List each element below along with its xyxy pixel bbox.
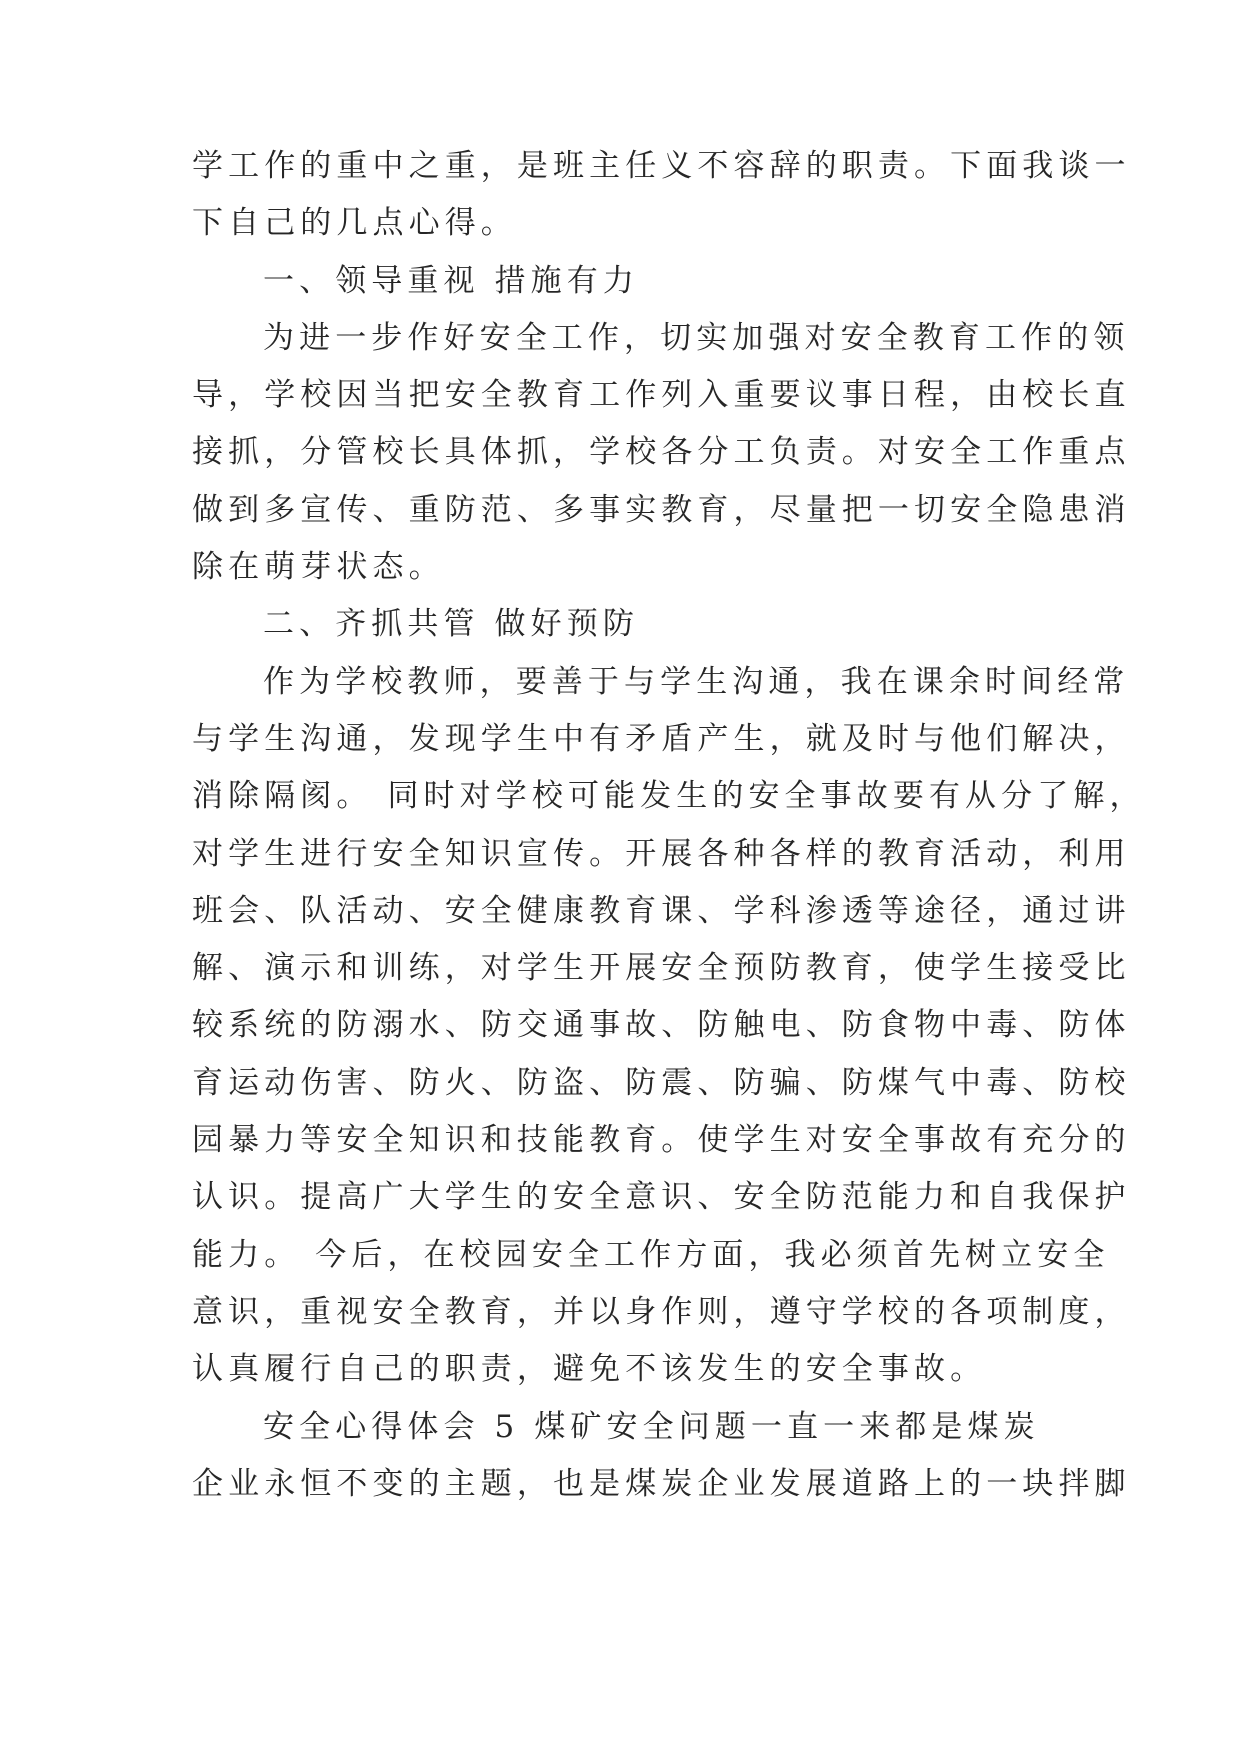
text-line: 企业永恒不变的主题，也是煤炭企业发展道路上的一块拌脚 [192, 1465, 1131, 1502]
text-line: 对学生进行安全知识宣传。开展各种各样的教育活动，利用 [192, 835, 1131, 872]
text-line: 安全心得体会 5 煤矿安全问题一直一来都是煤炭 [263, 1408, 1040, 1445]
text-line: 为进一步作好安全工作，切实加强对安全教育工作的领 [263, 319, 1130, 356]
text-line: 认真履行自己的职责，避免不该发生的安全事故。 [192, 1351, 987, 1388]
document-body [192, 138, 1146, 1513]
text-line: 作为学校教师，要善于与学生沟通，我在课余时间经常 [263, 663, 1130, 700]
text-line: 除在萌芽状态。 [192, 549, 445, 586]
text-line: 园暴力等安全知识和技能教育。使学生对安全事故有充分的 [192, 1122, 1131, 1159]
text-line: 接抓，分管校长具体抓，学校各分工负责。对安全工作重点 [192, 434, 1131, 471]
text-line: 二、齐抓共管 做好预防 [263, 606, 639, 643]
text-line: 消除隔阂。 同时对学校可能发生的安全事故要有从分了解， [192, 778, 1146, 815]
text-line: 育运动伤害、防火、防盗、防震、防骗、防煤气中毒、防校 [192, 1064, 1131, 1101]
text-line: 下自己的几点心得。 [192, 205, 517, 242]
text-line: 较系统的防溺水、防交通事故、防触电、防食物中毒、防体 [192, 1007, 1131, 1044]
text-line: 学工作的重中之重，是班主任义不容辞的职责。下面我谈一 [192, 148, 1131, 184]
text-line: 导，学校因当把安全教育工作列入重要议事日程，由校长直 [192, 377, 1131, 414]
text-line: 班会、队活动、安全健康教育课、学科渗透等途径，通过讲 [192, 892, 1131, 929]
text-line: 能力。 今后，在校园安全工作方面，我必须首先树立安全 [192, 1236, 1110, 1273]
text-line: 做到多宣传、重防范、多事实教育，尽量把一切安全隐患消 [192, 491, 1131, 528]
text-line: 与学生沟通，发现学生中有矛盾产生，就及时与他们解决， [192, 720, 1131, 757]
text-line: 意识，重视安全教育，并以身作则，遵守学校的各项制度， [192, 1293, 1131, 1330]
text-line: 认识。提高广大学生的安全意识、安全防范能力和自我保护 [192, 1179, 1131, 1216]
text-line: 解、演示和训练，对学生开展安全预防教育，使学生接受比 [192, 950, 1131, 987]
text-line: 一、领导重视 措施有力 [263, 262, 639, 299]
